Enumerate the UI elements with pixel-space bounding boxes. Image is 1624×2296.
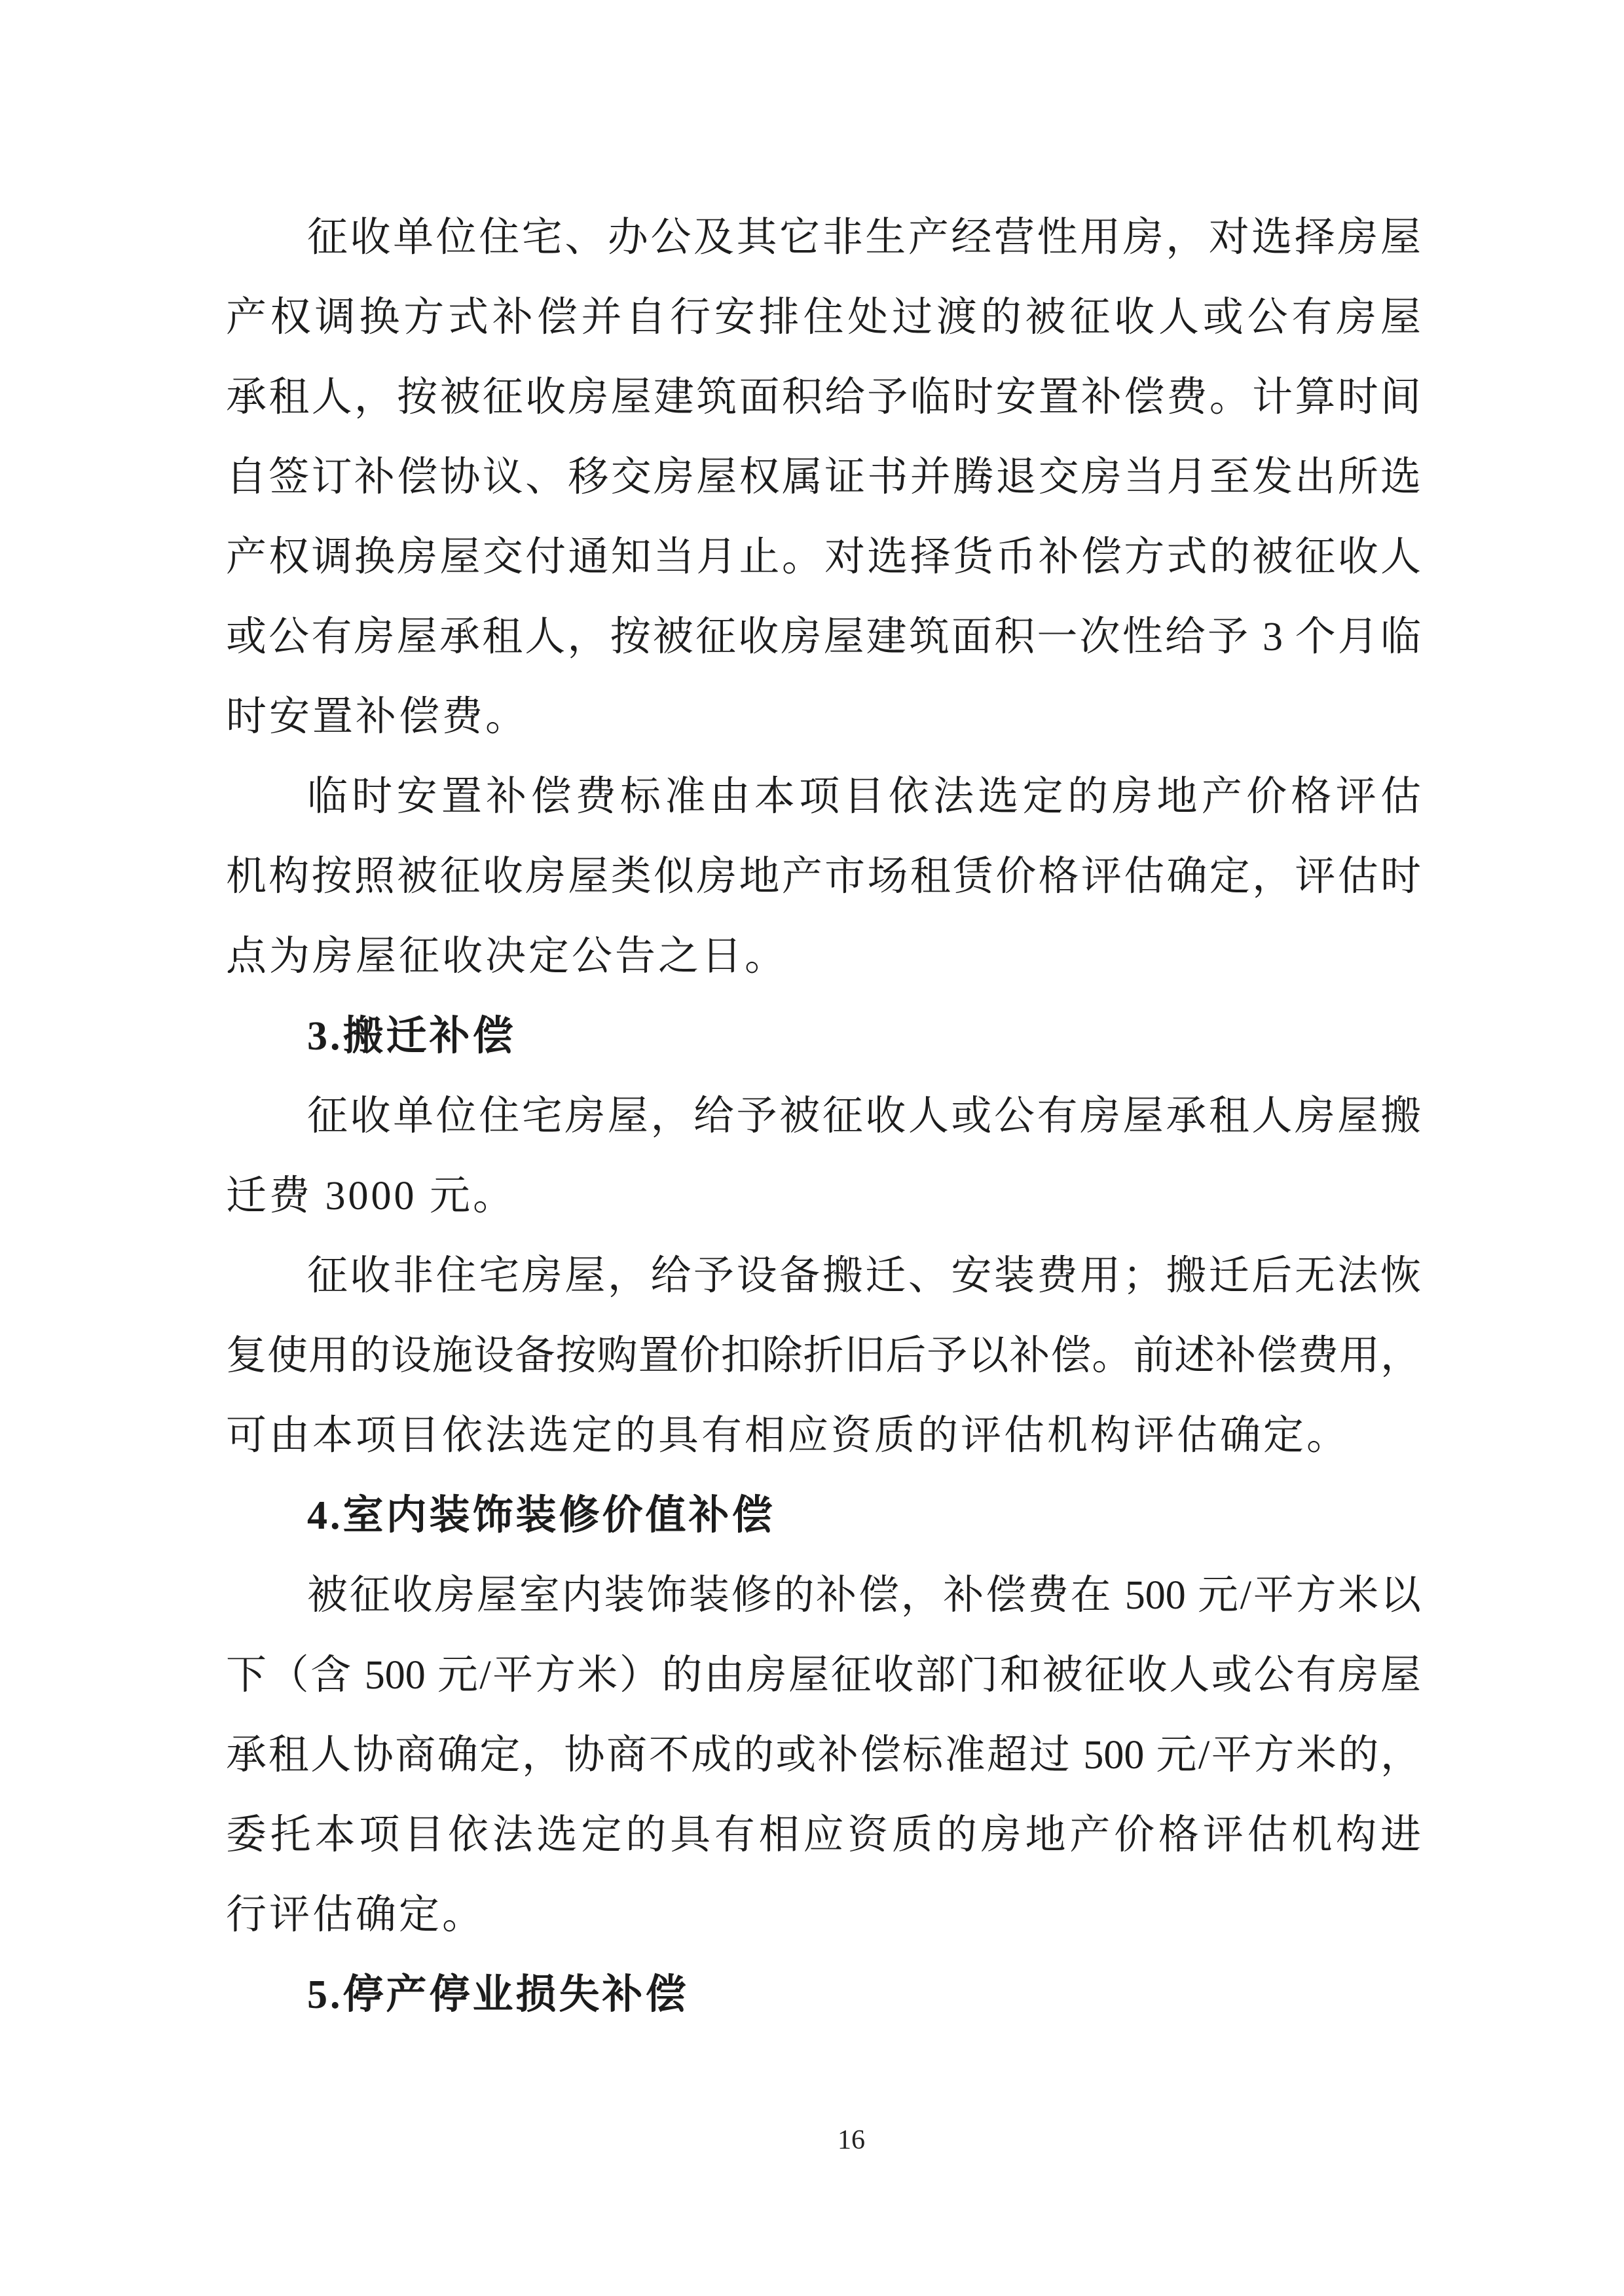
text-line: 承租人协商确定，协商不成的或补偿标准超过 500 元/平方米的， bbox=[226, 1733, 1421, 1777]
text-line: 行评估确定。 bbox=[226, 1893, 486, 1937]
text-line: 自签订补偿协议、移交房屋权属证书并腾退交房当月至发出所选 bbox=[226, 455, 1421, 500]
text-line: 产权调换方式补偿并自行安排住处过渡的被征收人或公有房屋 bbox=[226, 295, 1421, 340]
text-line: 被征收房屋室内装饰装修的补偿，补偿费在 500 元/平方米以 bbox=[307, 1573, 1421, 1618]
text-line: 下（含 500 元/平方米）的由房屋征收部门和被征收人或公有房屋 bbox=[226, 1653, 1421, 1698]
text-line: 征收单位住宅房屋，给予被征收人或公有房屋承租人房屋搬 bbox=[307, 1094, 1421, 1139]
text-line: 机构按照被征收房屋类似房地产市场租赁价格评估确定，评估时 bbox=[226, 854, 1421, 899]
text-line: 复使用的设施设备按购置价扣除折旧后予以补偿。前述补偿费用， bbox=[226, 1334, 1421, 1378]
text-line: 时安置补偿费。 bbox=[226, 695, 529, 739]
section-heading: 3.搬迁补偿 bbox=[307, 1014, 516, 1059]
text-line: 临时安置补偿费标准由本项目依法选定的房地产价格评估 bbox=[307, 774, 1421, 819]
page-number: 16 bbox=[838, 2125, 865, 2155]
text-line: 可由本项目依法选定的具有相应资质的评估机构评估确定。 bbox=[226, 1413, 1350, 1458]
text-line: 征收非住宅房屋，给予设备搬迁、安装费用；搬迁后无法恢 bbox=[307, 1254, 1421, 1298]
text-line: 或公有房屋承租人，按被征收房屋建筑面积一次性给予 3 个月临 bbox=[226, 615, 1421, 659]
section-heading: 5.停产停业损失补偿 bbox=[307, 1973, 689, 2017]
section-heading: 4.室内装饰装修价值补偿 bbox=[307, 1493, 775, 1538]
text-line: 点为房屋征收决定公告之日。 bbox=[226, 934, 788, 979]
text-line: 征收单位住宅、办公及其它非生产经营性用房，对选择房屋 bbox=[307, 215, 1421, 260]
text-line: 产权调换房屋交付通知当月止。对选择货币补偿方式的被征收人 bbox=[226, 535, 1421, 579]
text-line: 委托本项目依法选定的具有相应资质的房地产价格评估机构进 bbox=[226, 1813, 1421, 1857]
text-block bbox=[226, 198, 1421, 2035]
text-line: 承租人，按被征收房屋建筑面积给予临时安置补偿费。计算时间 bbox=[226, 375, 1421, 420]
text-line: 迁费 3000 元。 bbox=[226, 1174, 517, 1218]
